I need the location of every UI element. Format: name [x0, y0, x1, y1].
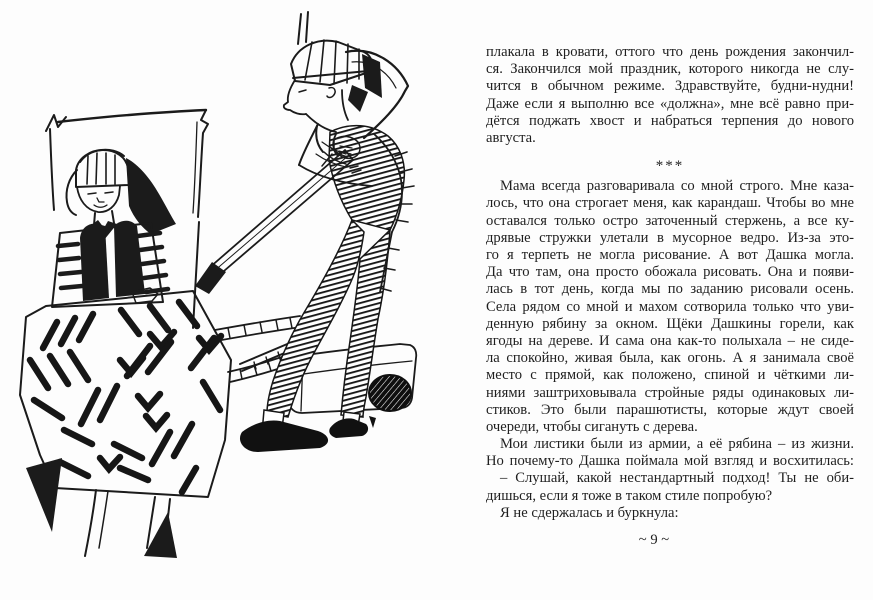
text-line: денную рябину за окном. Щёки Дашкины горели, как	[486, 315, 854, 332]
text-line: Даже если я выполню все «должна», мне всё равно при-	[486, 95, 854, 112]
text-line: ся. Закончился мой праздник, которого никогда не слу-	[486, 61, 854, 78]
text-line: ягоды на дереве. И сама она как-то полыхала – не сиде-	[486, 332, 854, 349]
paragraph-2	[486, 178, 854, 436]
paragraph-1	[486, 44, 854, 147]
text-line: го я терпеть не могла рисование. А вот Дашка могла.	[486, 247, 854, 264]
text-line: ниями заштриховывала стройные ряды одинаковых ли-	[486, 384, 854, 401]
text-line: августа.	[486, 129, 536, 146]
cart-wheel	[369, 375, 411, 411]
text-line: лось, что она строгает меня, как карандаш. Чтобы во мне	[486, 195, 854, 212]
text-line: чится в обычном режиме. Здравствуйте, будни-нудни!	[486, 78, 854, 95]
text-line: очереди, чтобы сигануть с дерева.	[486, 418, 698, 435]
text-line: Я не сдержалась и буркнула:	[500, 504, 679, 521]
paragraph-5	[486, 505, 854, 522]
text-line: Мама всегда разговаривала со мной строго. Мне каза-	[500, 178, 854, 195]
text-line: Да что там, она просто обожала рисовать. Она и появи-	[486, 264, 854, 281]
shoe	[240, 420, 328, 452]
text-line: плакала в кровати, оттого что день рождения закончил-	[486, 44, 854, 60]
shoe	[329, 418, 368, 438]
text-column	[486, 44, 854, 522]
text-line: дрявые стружки улетали в мусорное ведро. Из-за это-	[486, 229, 854, 246]
page-number: ~ 9 ~	[638, 532, 670, 548]
text-line: – Слушай, какой нестандартный подход! Ты не оби-	[500, 470, 854, 487]
text-line: Села рядом со мной и махом сотворила только что уви-	[486, 298, 854, 315]
section-separator: ***	[655, 157, 685, 174]
text-line: ла спокойно, живая была, как огонь. А я занимала своё	[486, 350, 854, 367]
paragraph-3	[486, 436, 854, 470]
text-line: оставался только остро заточенный стержень, а все ку-	[486, 212, 854, 229]
text-line: стиков. Это были парашютисты, которые ждут своей	[486, 401, 854, 418]
paragraph-4-dialogue	[486, 470, 854, 504]
text-line: Но почему-то Дашка поймала мой взгляд и восхитилась:	[486, 453, 854, 470]
text-line: дётся поджать хвост и набраться терпения до нового	[486, 112, 854, 129]
text-line: дишься, если я тоже в таком стиле попробую?	[486, 487, 773, 504]
text-line: Мои листики были из армии, а её рябина – из жизни.	[500, 436, 854, 453]
text-line: место с прямой, как положено, спиной и чёткими ли-	[486, 367, 854, 384]
text-line: лась в тот день, когда мы по заданию рисовали осень.	[486, 281, 854, 298]
